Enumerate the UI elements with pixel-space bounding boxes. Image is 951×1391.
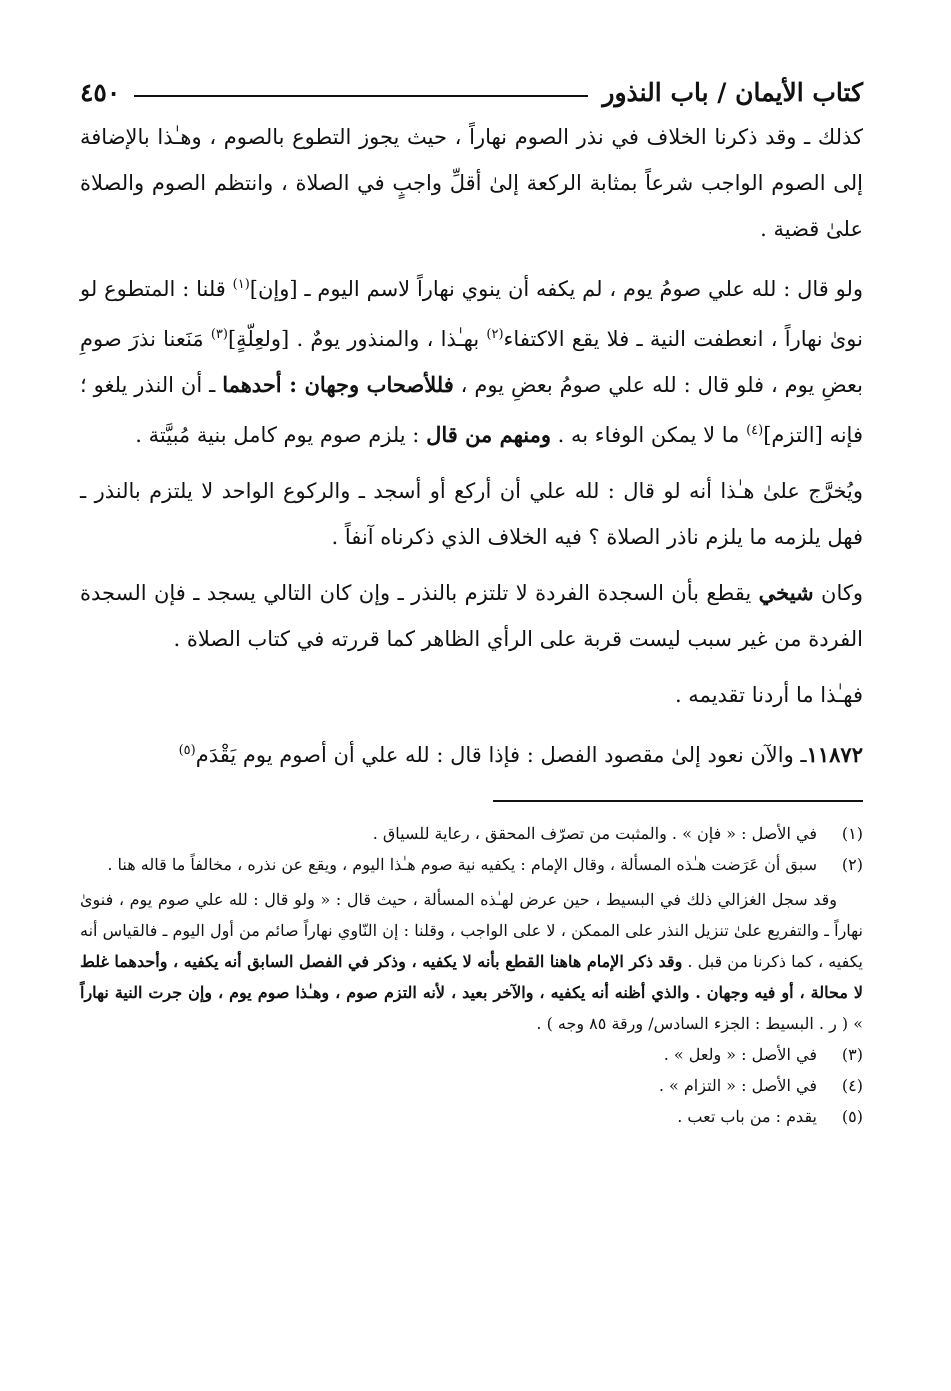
page-header [80, 70, 863, 114]
footnote-text: في الأصل : « ولعل » . [663, 1045, 817, 1064]
paragraph-text: فهـٰذا ما أردنا تقديمه . [674, 683, 863, 707]
bold-run: شيخي [758, 580, 814, 605]
text-run: بهـٰذا ، والمنذور يومٌ . [ولعِلّةٍ] [227, 327, 487, 351]
section-number: ١١٨٧٢ [806, 742, 863, 767]
footnote-5 [80, 1101, 863, 1132]
paragraph-text [80, 570, 863, 662]
bold-run: فللأصحاب وجهان : أحدهما [222, 372, 454, 397]
footnote-text: يقدم : من باب تعب . [677, 1107, 817, 1126]
paragraph-text: كذلك ـ وقد ذكرنا الخلاف في نذر الصوم نهاراً ، حيث يجوز التطوع بالصوم ، وهـٰذا بالإضافة إلى الصوم الواجب شرعاً بمثابة الركعة إلىٰ أقلِّ واجبٍ في الصلاة ، وانتظم الصوم والصلاة علىٰ قضية . [80, 125, 863, 241]
page-number: ٤٥٠ [80, 77, 121, 107]
text-run: » ( ر . البسيط : الجزء السادس/ ورقة ٨٥ وجه ) . [536, 1014, 863, 1033]
footnote-ref: (٢) [486, 327, 504, 342]
bold-run: ومنهم من قال [426, 422, 551, 447]
footnote-number: (٤) [841, 1076, 863, 1095]
text-run: وقد سجل الغزالي ذلك في البسيط ، حين عرض لهـٰذه المسألة ، حيث قال : « ولو قال : لله علي صوم يوم ، فنوىٰ نهاراً ـ والتفريع علىٰ تنزيل النذر على الممكن ، لا على الواجب ، وقلنا : إن النّاوي نهاراً صائم من أول اليوم ـ فالقياس أنه يكفيه ، كما ذكرنا من قبل . [80, 890, 863, 971]
footnotes [80, 818, 863, 1132]
bold-run: وقد ذكر الإمام هاهنا القطع بأنه لا يكفيه ، وذكر في الفصل السابق أنه يكفيه ، وأحدهما غلط لا محالة ، أو فيه وجهان . والذي أظنه أنه يكفيه ، والآخر بعيد ، لأنه التزم صوم ، وهـٰذا صوم يوم ، وإن جرت النية نهاراً [80, 952, 863, 1002]
footnote-1 [80, 818, 863, 849]
footnote-2-continuation [80, 884, 863, 1039]
paragraph-text [80, 728, 863, 778]
footnote-text: سبق أن عَرَضت هـٰذه المسألة ، وقال الإمام : يكفيه نية صوم هـٰذا اليوم ، ويقع عن نذره ، مخالفاً ما قاله هنا . [107, 855, 817, 874]
footnote-number: (٣) [841, 1045, 863, 1064]
header-rule [134, 95, 588, 97]
footnote-ref: (٥) [178, 743, 196, 758]
footnote-ref: (١) [232, 277, 250, 292]
paragraph-1 [80, 114, 863, 252]
paragraph-5 [80, 672, 863, 718]
running-title: كتاب الأيمان / باب النذور [602, 77, 863, 107]
paragraph-4 [80, 570, 863, 662]
text-run: ـ أن النذر يلغو ؛ فإنه [التزم] [80, 373, 863, 447]
footnote-2 [80, 849, 863, 880]
text-run: ـ والآن نعود إلىٰ مقصود الفصل : فإذا قال : لله علي أن أصوم يوم يَقْدَم [195, 743, 807, 767]
text-run: قلنا : المتطوع لو نوىٰ نهاراً ، انعطفت النية ـ فلا يقع الاكتفاء [80, 277, 863, 351]
text-run: وكان [813, 581, 863, 605]
paragraph-3 [80, 468, 863, 560]
text-run: : يلزم صوم يوم كامل بنية مُبيَّتة . [135, 423, 427, 447]
text-run: يقطع بأن السجدة الفردة لا تلتزم بالنذر ـ وإن كان التالي يسجد ـ فإن السجدة الفردة من غير سبب ليست قربة على الرأي الظاهر كما قررته في كتاب الصلاة . [80, 581, 863, 651]
footnote-number: (٥) [841, 1107, 863, 1126]
footnote-text: في الأصل : « فإن » . والمثبت من تصرّف المحقق ، رعاية للسياق . [372, 824, 817, 843]
footnote-3 [80, 1039, 863, 1070]
paragraph-text: ويُخرَّج علىٰ هـٰذا أنه لو قال : لله علي أن أركع أو أسجد ـ والركوع الواحد لا يلتزم بالنذر ـ فهل يلزمه ما يلزم ناذر الصلاة ؟ فيه الخلاف الذي ذكرناه آنفاً . [80, 479, 863, 549]
paragraph-text [80, 262, 863, 458]
footnote-ref: (٤) [746, 423, 764, 438]
footnote-number: (١) [841, 824, 863, 843]
footnote-number: (٢) [841, 855, 863, 874]
footnote-4 [80, 1070, 863, 1101]
paragraph-6 [80, 728, 863, 778]
footnote-separator [493, 800, 863, 802]
paragraph-2 [80, 262, 863, 458]
text-run: مَنَعنا نذرَ صومِ بعضِ يوم ، فلو قال : لله علي صومُ بعضِ يوم ، [80, 327, 863, 397]
text-run: ولو قال : لله علي صومُ يوم ، لم يكفه أن ينوي نهاراً لاسم اليوم ـ [وإن] [249, 277, 863, 301]
footnote-ref: (٣) [210, 327, 228, 342]
footnote-text: في الأصل : « التزام » . [658, 1076, 817, 1095]
text-run: ما لا يمكن الوفاء به . [551, 423, 747, 447]
